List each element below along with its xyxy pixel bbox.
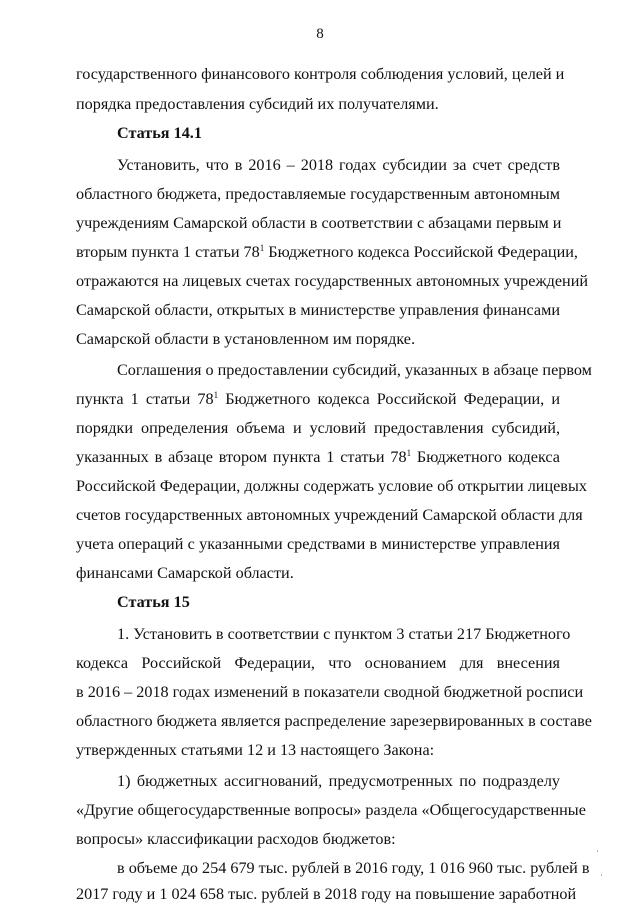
text-line: финансами Самарской области.: [76, 564, 294, 582]
text-line: пункта 1 статьи $78^1$ Бюджетного кодекса Российской Федерации, и: [76, 390, 560, 408]
text-line: областного бюджета является распределение зарезервированных в составе: [76, 712, 592, 730]
text-line: кодекса Российской Федерации, что основанием для внесения: [76, 654, 560, 672]
text-line: 1. Установить в соответствии с пунктом 3 статьи 217 Бюджетного: [117, 625, 571, 643]
article-heading-15: Статья 15: [117, 593, 190, 611]
text-line: Установить, что в 2016 – 2018 годах субсидии за счет средств: [117, 156, 560, 174]
text-line: в 2016 – 2018 годах изменений в показатели сводной бюджетной росписи: [76, 683, 584, 701]
superscript: 1: [259, 243, 265, 253]
text-line: 1) бюджетных ассигнований, предусмотренных по подразделу: [117, 772, 560, 790]
text-line: Российской Федерации, должны содержать условие об открытии лицевых: [76, 477, 587, 495]
text-line: счетов государственных автономных учреждений Самарской области для: [76, 506, 583, 524]
text-line: в объеме до 254 679 тыс. рублей в 2016 году, 1 016 960 тыс. рублей в: [117, 859, 590, 877]
superscript: 1: [213, 390, 219, 400]
text-line: областного бюджета, предоставляемые государственным автономным: [76, 185, 560, 203]
text-line: вторым пункта 1 статьи $78^1$ Бюджетного кодекса Российской Федерации,: [76, 243, 578, 261]
text-line: государственного финансового контроля соблюдения условий, целей и: [76, 65, 565, 83]
article-heading-14-1: Статья 14.1: [117, 124, 202, 142]
text-line: отражаются на лицевых счетах государственных автономных учреждений: [76, 272, 589, 290]
text-line: утвержденных статьями 12 и 13 настоящего Закона:: [76, 741, 435, 759]
page-number: 8: [316, 26, 324, 42]
text-line: учета операций с указанными средствами в министерстве управления: [76, 535, 560, 553]
scan-mark: ·: [600, 870, 603, 880]
text-line: вопросы» классификации расходов бюджетов:: [76, 830, 396, 848]
text-line: порядки определения объема и условий предоставления субсидий,: [76, 419, 560, 437]
text-line: Самарской области в установленном им порядке.: [76, 330, 416, 348]
text-line: 2017 году и 1 024 658 тыс. рублей в 2018 году на повышение заработной: [76, 885, 577, 903]
scan-mark: ·: [596, 846, 599, 856]
text-line: порядка предоставления субсидий их получателями.: [76, 95, 439, 113]
text-line: Самарской области, открытых в министерстве управления финансами: [76, 301, 560, 319]
text-line: «Другие общегосударственные вопросы» раздела «Общегосударственные: [76, 801, 586, 819]
text-line: Соглашения о предоставлении субсидий, указанных в абзаце первом: [117, 361, 592, 379]
text-line: учреждениям Самарской области в соответствии с абзацами первым и: [76, 214, 562, 232]
superscript: 1: [406, 448, 412, 458]
text-line: указанных в абзаце втором пункта 1 статьи $78^1$ Бюджетного кодекса: [76, 448, 560, 466]
